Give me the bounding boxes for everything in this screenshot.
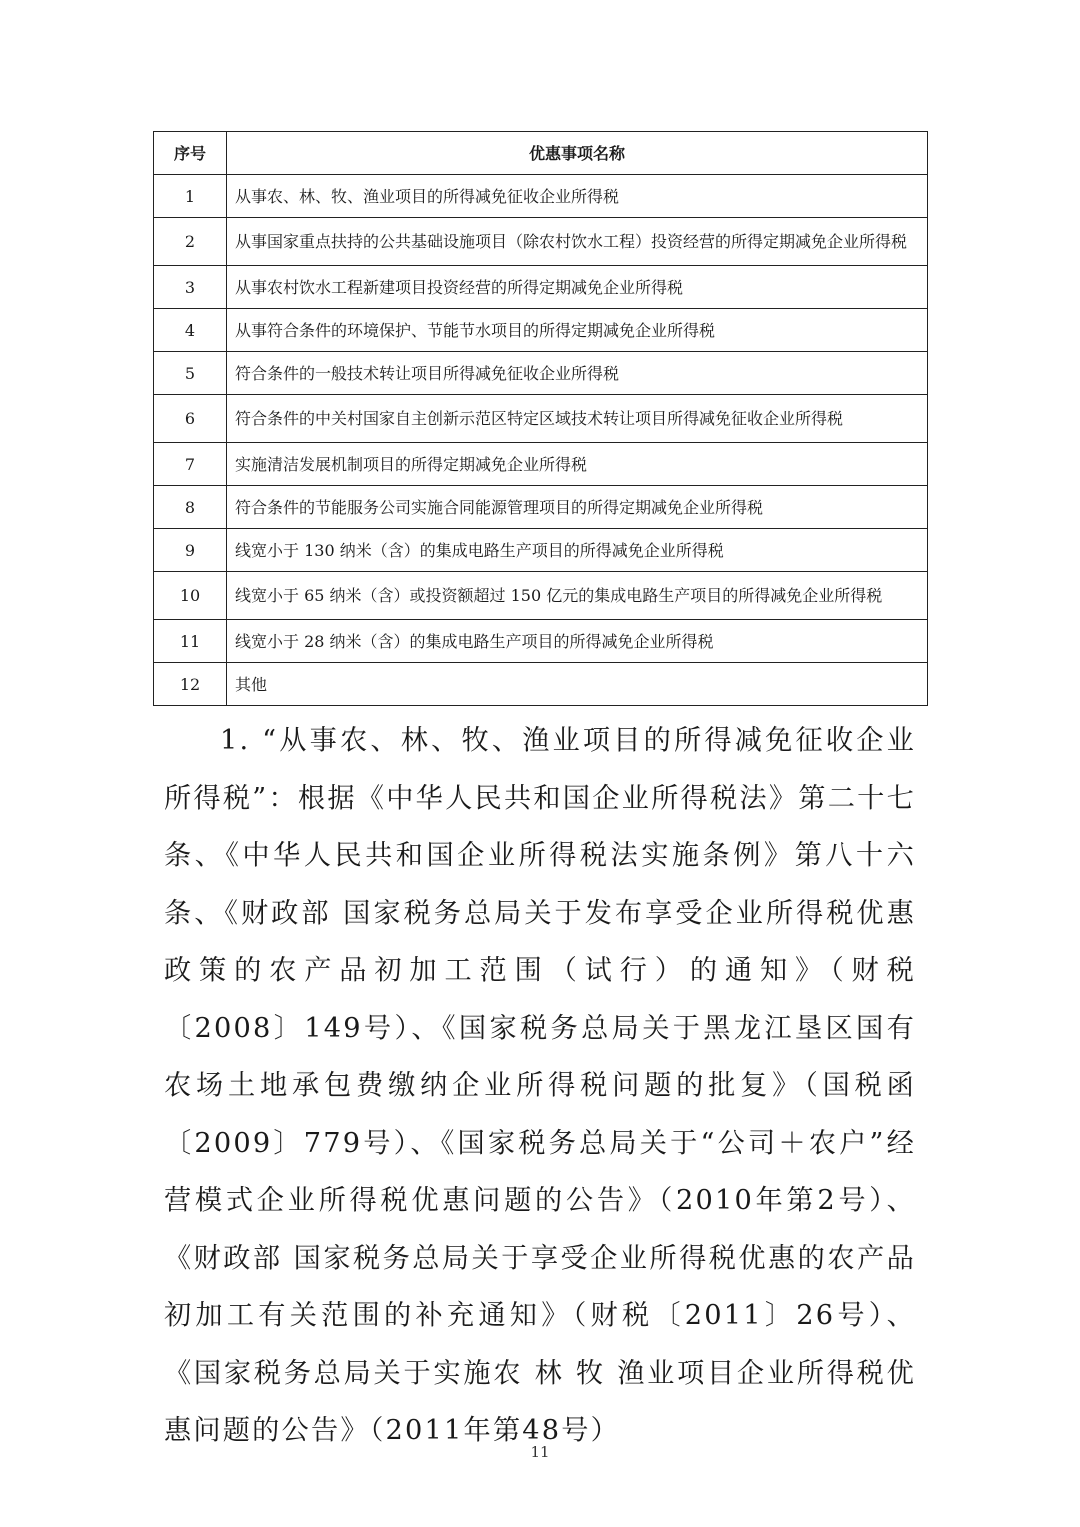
header-item-name: 优惠事项名称	[227, 132, 928, 175]
row-number: 4	[154, 309, 227, 352]
row-item-name: 实施清洁发展机制项目的所得定期减免企业所得税	[227, 443, 928, 486]
table-row	[154, 663, 928, 706]
row-item-name: 符合条件的中关村国家自主创新示范区特定区域技术转让项目所得减免征收企业所得税	[227, 395, 928, 443]
row-number: 1	[154, 175, 227, 218]
row-number: 6	[154, 395, 227, 443]
row-number: 11	[154, 620, 227, 663]
row-number: 8	[154, 486, 227, 529]
row-number: 12	[154, 663, 227, 706]
row-item-name: 线宽小于 130 纳米（含）的集成电路生产项目的所得减免企业所得税	[227, 529, 928, 572]
row-number: 10	[154, 572, 227, 620]
table-row	[154, 572, 928, 620]
table-row	[154, 218, 928, 266]
row-item-name: 从事符合条件的环境保护、节能节水项目的所得定期减免企业所得税	[227, 309, 928, 352]
table-row	[154, 486, 928, 529]
header-serial-number: 序号	[154, 132, 227, 175]
row-item-name: 符合条件的一般技术转让项目所得减免征收企业所得税	[227, 352, 928, 395]
row-item-name: 从事国家重点扶持的公共基础设施项目（除农村饮水工程）投资经营的所得定期减免企业所得税	[227, 218, 928, 266]
table-row	[154, 620, 928, 663]
body-paragraph: 1. “从事农、林、牧、渔业项目的所得减免征收企业所得税”：根据《中华人民共和国企业所得税法》第二十七条、《中华人民共和国企业所得税法实施条例》第八十六条、《财政部 国家税务总局关于发布享受企业所得税优惠政策的农产品初加工范围（试行）的通知》（财税〔2008〕149号）、《国家税务总局关于黑龙江垦区国有农场土地承包费缴纳企业所得税问题的批复》（国税函〔2009〕779号）、《国家税务总局关于“公司＋农户”经营模式企业所得税优惠问题的公告》（2010年第2号）、《财政部 国家税务总局关于享受企业所得税优惠的农产品初加工有关范围的补充通知》（财税〔2011〕26号）、《国家税务总局关于实施农 林 牧 渔业项目企业所得税优惠问题的公告》（2011年第48号）	[164, 725, 916, 1446]
table-row	[154, 352, 928, 395]
row-item-name: 符合条件的节能服务公司实施合同能源管理项目的所得定期减免企业所得税	[227, 486, 928, 529]
row-item-name: 线宽小于 65 纳米（含）或投资额超过 150 亿元的集成电路生产项目的所得减免企业所得税	[227, 572, 928, 620]
table-row	[154, 395, 928, 443]
page-number: 11	[530, 1443, 550, 1461]
table-header-row	[154, 132, 928, 175]
row-number: 9	[154, 529, 227, 572]
row-item-name: 其他	[227, 663, 928, 706]
row-item-name: 线宽小于 28 纳米（含）的集成电路生产项目的所得减免企业所得税	[227, 620, 928, 663]
table-row	[154, 266, 928, 309]
row-number: 3	[154, 266, 227, 309]
row-number: 2	[154, 218, 227, 266]
table-row	[154, 175, 928, 218]
row-item-name: 从事农村饮水工程新建项目投资经营的所得定期减免企业所得税	[227, 266, 928, 309]
tax-preference-table	[153, 131, 928, 706]
table-row	[154, 529, 928, 572]
row-number: 5	[154, 352, 227, 395]
table-row	[154, 309, 928, 352]
table-row	[154, 443, 928, 486]
row-number: 7	[154, 443, 227, 486]
row-item-name: 从事农、林、牧、渔业项目的所得减免征收企业所得税	[227, 175, 928, 218]
